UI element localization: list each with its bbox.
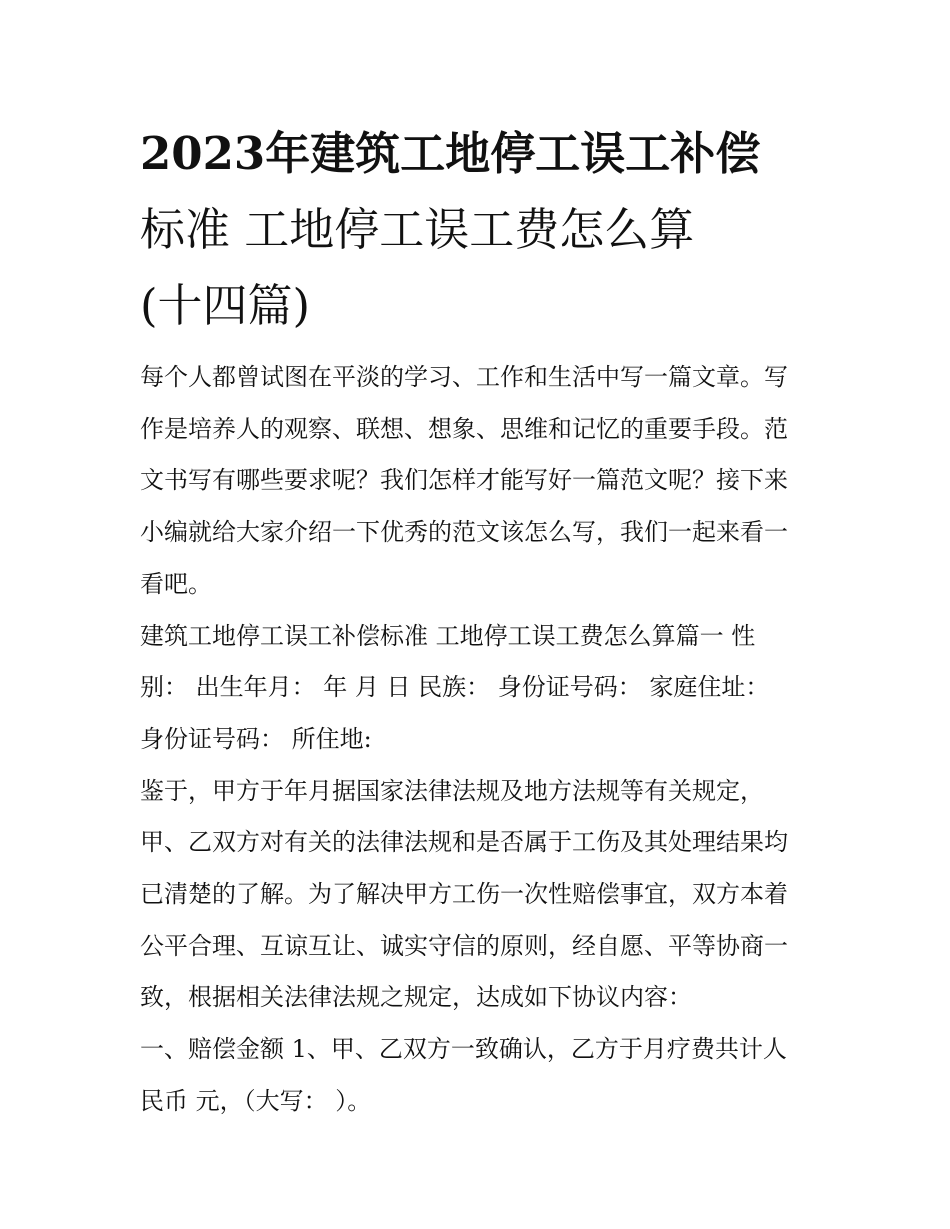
body-line-10: 甲、乙双方对有关的法律法规和是否属于工伤及其处理结果均 bbox=[140, 828, 788, 857]
body-line-9: 鉴于，甲方于年月据国家法律法规及地方法规等有关规定， bbox=[140, 776, 764, 805]
title-line-1: 2023年建筑工地停工误工补偿 bbox=[140, 127, 761, 180]
body-line-6: 建筑工地停工误工补偿标准 工地停工误工费怎么算篇一 性 bbox=[140, 621, 756, 650]
title-line-2: 标准 工地停工误工费怎么算 bbox=[140, 203, 695, 256]
document-body bbox=[140, 352, 820, 1128]
body-line-3: 文书写有哪些要求呢？我们怎样才能写好一篇范文呢？接下来 bbox=[140, 466, 788, 495]
body-line-13: 致，根据相关法律法规之规定，达成如下协议内容： bbox=[140, 983, 692, 1012]
body-line-11: 已清楚的了解。为了解决甲方工伤一次性赔偿事宜，双方本着 bbox=[140, 880, 788, 909]
body-line-14: 一、赔偿金额 1、甲、乙双方一致确认，乙方于月疗费共计人 bbox=[140, 1035, 787, 1064]
title-line-3: (十四篇) bbox=[140, 279, 311, 332]
body-line-12: 公平合理、互谅互让、诚实守信的原则，经自愿、平等协商一 bbox=[140, 931, 788, 960]
body-line-15: 民币 元，（大写： ）。 bbox=[140, 1086, 372, 1115]
body-line-2: 作是培养人的观察、联想、想象、思维和记忆的重要手段。范 bbox=[140, 414, 788, 443]
body-line-8: 身份证号码： 所住地: bbox=[140, 724, 372, 753]
document-title bbox=[140, 116, 820, 344]
body-line-4: 小编就给大家介绍一下优秀的范文该怎么写，我们一起来看一 bbox=[140, 518, 788, 547]
body-line-7: 别： 出生年月： 年 月 日 民族： 身份证号码： 家庭住址： bbox=[140, 673, 770, 702]
body-line-5: 看吧。 bbox=[140, 569, 212, 598]
body-line-1: 每个人都曾试图在平淡的学习、工作和生活中写一篇文章。写 bbox=[140, 363, 788, 391]
